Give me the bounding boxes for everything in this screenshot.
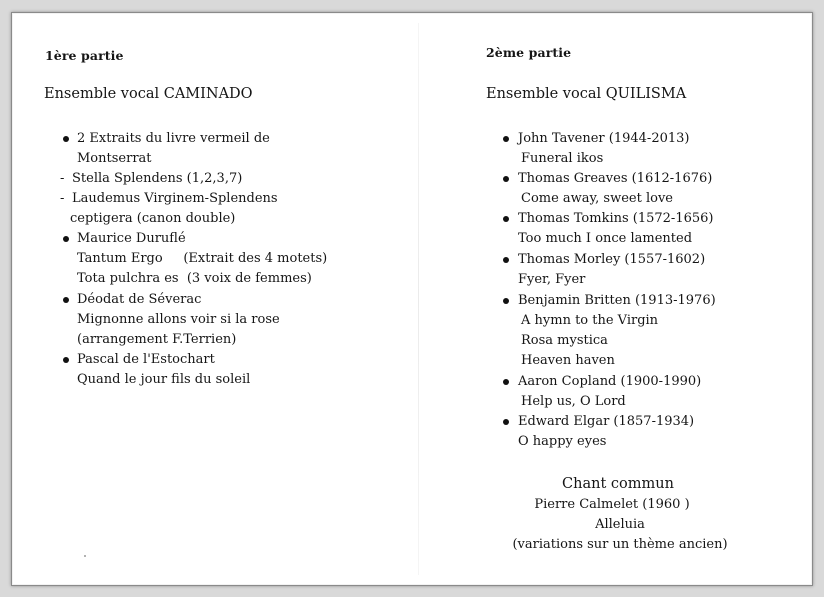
program-line: Mignonne allons voir si la rose: [77, 312, 280, 327]
program-line: ceptigera (canon double): [70, 211, 236, 226]
program-line: Aaron Copland (1900-1990): [518, 374, 702, 389]
part-one-heading: 1ère partie: [45, 48, 124, 63]
program-line: Too much I once lamented: [518, 231, 693, 246]
bullet-icon: [63, 236, 69, 242]
program-line: Edward Elgar (1857-1934): [518, 414, 695, 429]
program-line: Déodat de Séverac: [77, 292, 202, 307]
bullet-icon: [503, 176, 509, 182]
program-sheet: [11, 12, 813, 586]
program-line: Quand le jour fils du soleil: [77, 372, 251, 387]
ensemble-quilisma: Ensemble vocal QUILISMA: [486, 86, 687, 102]
bullet-icon: [503, 216, 509, 222]
program-line: John Tavener (1944-2013): [518, 131, 690, 146]
finale-work: Alleluia: [595, 517, 645, 532]
paper-speck: [84, 555, 86, 557]
bullet-icon: [503, 379, 509, 385]
program-line: Rosa mystica: [521, 333, 608, 348]
finale-composer: Pierre Calmelet (1960 ): [534, 497, 690, 512]
program-line: Tota pulchra es (3 voix de femmes): [77, 271, 312, 286]
program-line: O happy eyes: [518, 434, 607, 449]
program-line: Thomas Greaves (1612-1676): [518, 171, 713, 186]
program-line: Benjamin Britten (1913-1976): [518, 293, 716, 308]
program-line: Montserrat: [77, 151, 152, 166]
bullet-icon: [63, 297, 69, 303]
program-line: Thomas Morley (1557-1602): [518, 252, 706, 267]
program-line: Thomas Tomkins (1572-1656): [518, 211, 714, 226]
program-line: Stella Splendens (1,2,3,7): [72, 171, 243, 186]
chant-commun-title: Chant commun: [562, 476, 674, 492]
page-fold: [418, 23, 419, 575]
finale-note: (variations sur un thème ancien): [512, 537, 728, 552]
program-line: 2 Extraits du livre vermeil de: [77, 131, 270, 146]
dash-marker: -: [60, 191, 65, 206]
dash-marker: -: [60, 171, 65, 186]
part-two-heading: 2ème partie: [486, 45, 572, 60]
program-line: Maurice Duruflé: [77, 231, 186, 246]
bullet-icon: [503, 136, 509, 142]
bullet-icon: [503, 298, 509, 304]
program-line: Pascal de l'Estochart: [77, 352, 215, 367]
program-line: Come away, sweet love: [521, 191, 674, 206]
bullet-icon: [63, 136, 69, 142]
bullet-icon: [63, 357, 69, 363]
program-line: Tantum Ergo (Extrait des 4 motets): [77, 251, 328, 266]
program-line: Fyer, Fyer: [518, 272, 586, 287]
program-line: Funeral ikos: [521, 151, 604, 166]
program-line: A hymn to the Virgin: [521, 313, 659, 328]
program-line: (arrangement F.Terrien): [77, 332, 237, 347]
bullet-icon: [503, 419, 509, 425]
program-line: Help us, O Lord: [521, 394, 626, 409]
bullet-icon: [503, 257, 509, 263]
program-line: Heaven haven: [521, 353, 615, 368]
program-line: Laudemus Virginem-Splendens: [72, 191, 278, 206]
ensemble-caminado: Ensemble vocal CAMINADO: [44, 86, 253, 102]
